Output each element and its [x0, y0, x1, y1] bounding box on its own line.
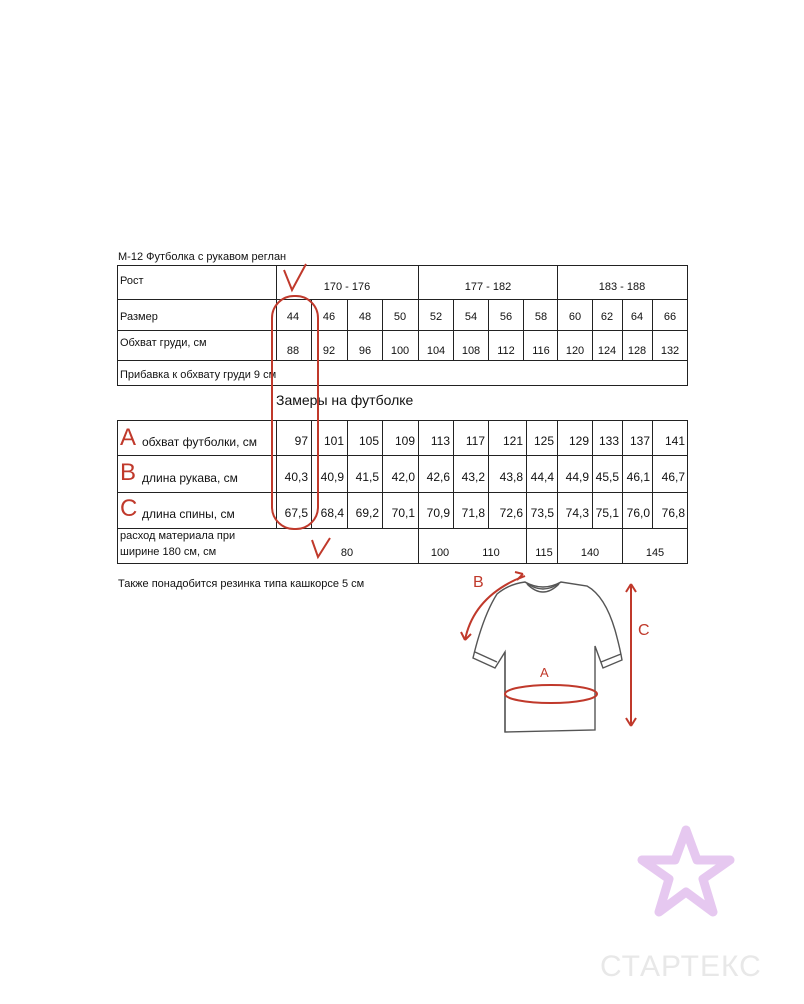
- measure-cell: 69,2: [355, 506, 379, 520]
- measure-cell: 97: [294, 434, 308, 448]
- check-marks: [0, 0, 1, 1]
- measure-cell: 137: [629, 434, 650, 448]
- measure-cell: 117: [465, 434, 485, 448]
- chest-cell: 108: [461, 345, 481, 357]
- measure-cell: 70,9: [426, 506, 450, 520]
- diagram-letter-b: B: [473, 574, 484, 591]
- material-cell: 100: [430, 547, 450, 559]
- measure-cell: 109: [394, 434, 415, 448]
- measure-cell: 125: [533, 434, 554, 448]
- measure-cell: 105: [358, 434, 379, 448]
- measure-cell: 45,5: [595, 470, 619, 484]
- measure-cell: 42,0: [391, 470, 415, 484]
- brand-name: СТАРТЕКС: [600, 950, 762, 983]
- material-cell: 145: [645, 547, 665, 559]
- size-44-highlight: [272, 296, 318, 529]
- measure-header: Замеры на футболке: [276, 392, 414, 408]
- chest-cell: 100: [390, 345, 410, 357]
- measure-cell: 71,8: [461, 506, 485, 520]
- letter-c: C: [120, 495, 138, 522]
- measure-cell: 46,1: [626, 470, 650, 484]
- chest-cell: 120: [565, 345, 585, 357]
- size-cell: 54: [464, 311, 478, 323]
- chest-cell: 124: [597, 345, 617, 357]
- measure-cell: 101: [323, 434, 344, 448]
- measure-label-a: обхват футболки, см: [142, 435, 258, 449]
- measure-cell: 76,0: [626, 506, 650, 520]
- chest-cell: 112: [497, 345, 515, 357]
- measure-cell: 68,4: [320, 506, 344, 520]
- measure-cell: 133: [598, 434, 619, 448]
- measure-cell: 76,8: [661, 506, 685, 520]
- size-cell: 66: [663, 311, 677, 323]
- material-label-2: ширине 180 см, см: [120, 546, 217, 558]
- measure-cell: 73,5: [530, 506, 554, 520]
- chest-cell: 88: [286, 345, 300, 357]
- size-cell: 56: [499, 311, 513, 323]
- measure-cell: 75,1: [595, 506, 619, 520]
- chest-cell: 96: [358, 345, 372, 357]
- size-cell: 50: [393, 311, 407, 323]
- measure-label-b: длина рукава, см: [142, 471, 238, 485]
- tshirt-diagram: [455, 570, 655, 740]
- chest-cell: 116: [532, 345, 550, 357]
- height-group-3: 183 - 188: [598, 281, 646, 293]
- size-cell: 58: [534, 311, 548, 323]
- measure-cell: 43,8: [499, 470, 523, 484]
- brand-star-logo: [636, 822, 736, 922]
- height-group-2: 177 - 182: [464, 281, 512, 293]
- note-text: Также понадобится резинка типа кашкорсе 5 см: [118, 578, 365, 590]
- size-cell: 48: [358, 311, 372, 323]
- chest-cell: 92: [322, 345, 336, 357]
- material-label-1: расход материала при: [120, 530, 236, 542]
- letter-a: A: [120, 424, 137, 451]
- measure-cell: 113: [430, 434, 450, 448]
- height-group-1: 170 - 176: [323, 281, 371, 293]
- measure-cell: 121: [502, 434, 523, 448]
- measure-cell: 40,9: [320, 470, 344, 484]
- chest-cell: 104: [426, 345, 446, 357]
- measure-cell: 41,5: [355, 470, 379, 484]
- allowance-label: Прибавка к обхвату груди 9 см: [120, 369, 277, 381]
- size-cell: 46: [322, 311, 336, 323]
- measure-cell: 141: [664, 434, 685, 448]
- measure-cell: 129: [568, 434, 589, 448]
- material-cell: 110: [482, 547, 500, 559]
- letter-b: B: [120, 459, 137, 486]
- chest-cell: 128: [627, 345, 647, 357]
- size-cell: 62: [600, 311, 614, 323]
- measure-cell: 42,6: [426, 470, 450, 484]
- diagram-letter-a: A: [540, 665, 549, 680]
- measure-cell: 72,6: [499, 506, 523, 520]
- measure-cell: 40,3: [284, 470, 308, 484]
- diagram-letter-c: C: [638, 622, 650, 639]
- material-cell: 140: [580, 547, 600, 559]
- chest-cell: 132: [660, 345, 680, 357]
- chest-label: Обхват груди, см: [120, 337, 207, 349]
- material-cell: 115: [535, 547, 553, 559]
- measure-cell: 46,7: [661, 470, 685, 484]
- measure-cell: 74,3: [565, 506, 589, 520]
- measure-cell: 44,9: [565, 470, 589, 484]
- size-label: Размер: [120, 311, 158, 323]
- height-label: Рост: [120, 275, 144, 287]
- measure-cell: 67,5: [284, 506, 308, 520]
- measure-cell: 70,1: [391, 506, 415, 520]
- measure-cell: 43,2: [461, 470, 485, 484]
- size-cell: 64: [630, 311, 644, 323]
- size-cell: 52: [429, 311, 443, 323]
- measure-cell: 44,4: [530, 470, 554, 484]
- size-cell: 60: [568, 311, 582, 323]
- measure-label-c: длина спины, см: [142, 507, 235, 521]
- document-title: М-12 Футболка с рукавом реглан: [118, 251, 287, 263]
- material-cell: 80: [340, 547, 354, 559]
- size-cell: 44: [286, 311, 300, 323]
